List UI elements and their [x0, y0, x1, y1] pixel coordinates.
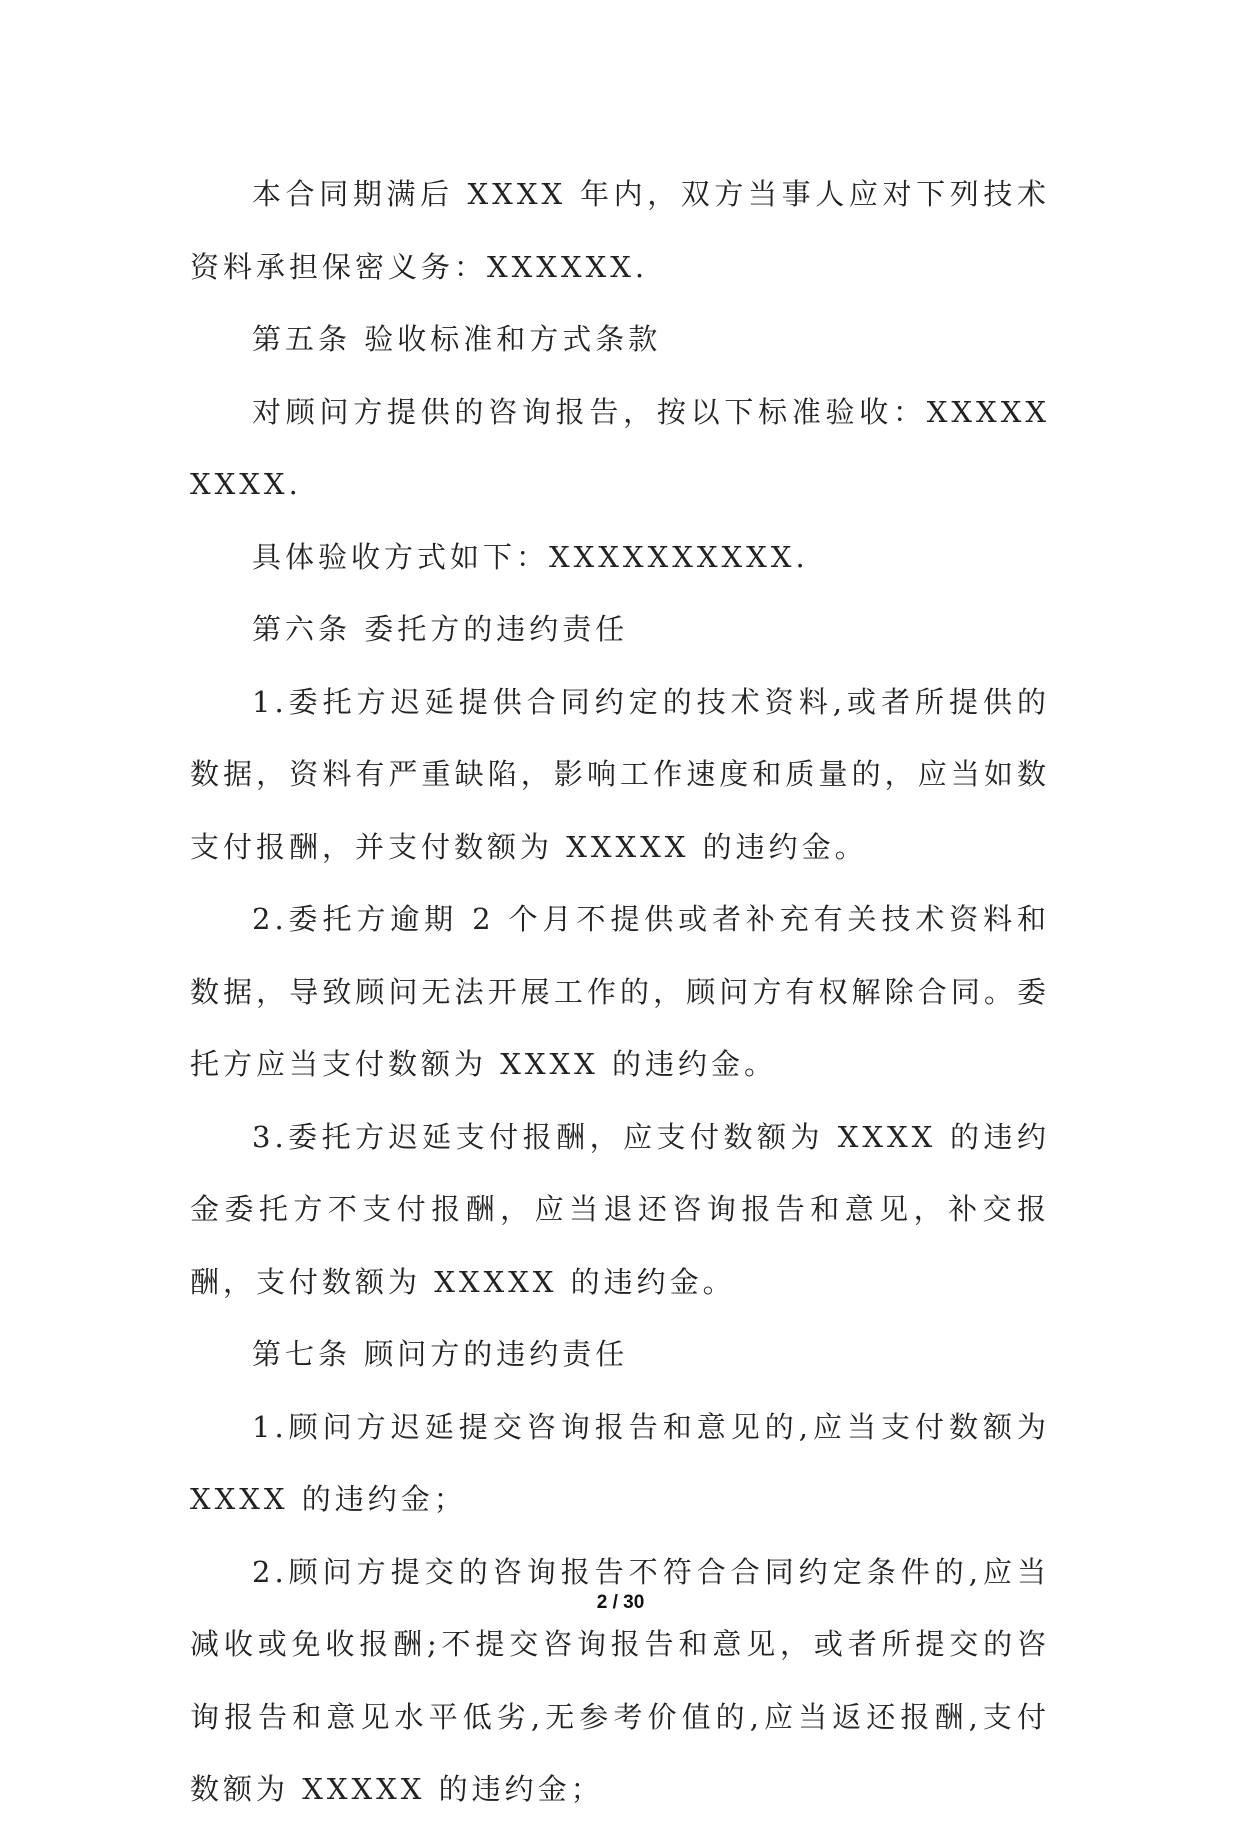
heading-article-5: 第五条 验收标准和方式条款 — [252, 322, 662, 356]
paragraph-acceptance-method: 具体验收方式如下：XXXXXXXXXX. — [252, 539, 809, 574]
heading-article-7: 第七条 顾问方的违约责任 — [252, 1337, 629, 1371]
paragraph-client-liability-1: 1.委托方迟延提供合同约定的技术资料,或者所提供的数据，资料有严重缺陷，影响工作速度和质量的，应当如数支付报酬，并支付数额为 XXXXX 的违约金。 — [190, 684, 1050, 864]
document-body — [190, 158, 1050, 1826]
paragraph-acceptance-standard: 对顾问方提供的咨询报告，按以下标准验收：XXXXXXXXX. — [190, 394, 1050, 501]
paragraph-confidentiality: 本合同期满后 XXXX 年内，双方当事人应对下列技术资料承担保密义务：XXXXXX. — [190, 177, 1050, 284]
paragraph-client-liability-3: 3.委托方迟延支付报酬，应支付数额为 XXXX 的违约金委托方不支付报酬，应当退还咨询报告和意见，补交报酬，支付数额为 XXXXX 的违约金。 — [190, 1119, 1050, 1299]
page-number: 2 / 30 — [596, 1592, 645, 1613]
heading-article-6: 第六条 委托方的违约责任 — [252, 612, 629, 646]
paragraph-consultant-liability-1: 1.顾问方迟延提交咨询报告和意见的,应当支付数额为 XXXX 的违约金； — [190, 1409, 1050, 1516]
paragraph-client-liability-2: 2.委托方逾期 2 个月不提供或者补充有关技术资料和数据，导致顾问无法开展工作的，顾问方有权解除合同。委托方应当支付数额为 XXXX 的违约金。 — [190, 902, 1050, 1081]
paragraph-consultant-liability-2: 2.顾问方提交的咨询报告不符合合同约定条件的,应当减收或免收报酬;不提交咨询报告和意见，或者所提交的咨询报告和意见水平低劣,无参考价值的,应当返还报酬,支付数额为 XXXXX 的违约金； — [190, 1554, 1050, 1806]
